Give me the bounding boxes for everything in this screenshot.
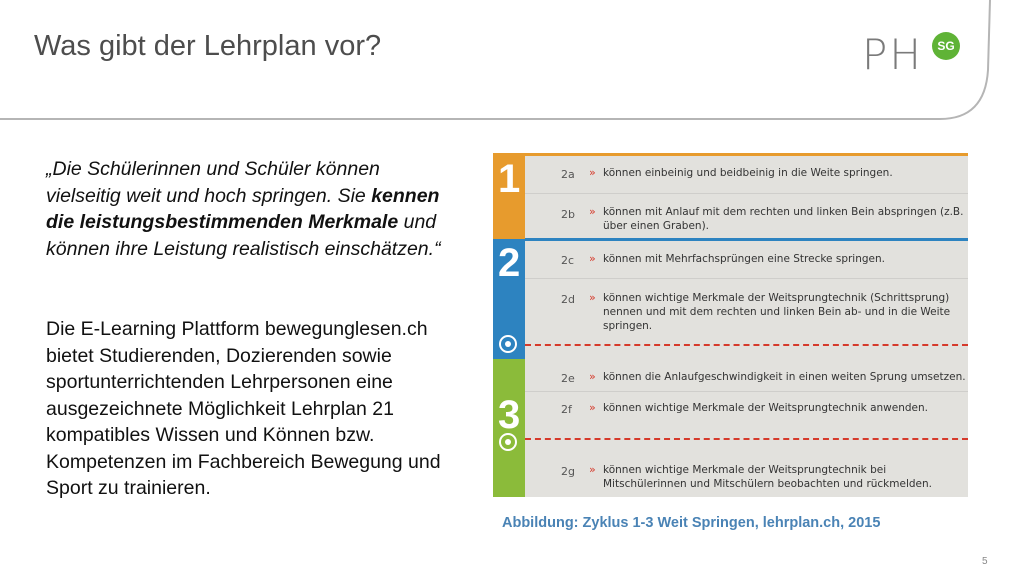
arrow-icon: » (589, 252, 596, 265)
competence-code: 2a (561, 168, 575, 181)
competence-text: können mit Anlauf mit dem rechten und linken Bein abspringen (z.B. über einen Graben). (603, 206, 964, 232)
arrow-icon: » (589, 205, 596, 218)
quote-text-end: und können ihre Leistung realistisch einschätzen.“ (46, 211, 441, 260)
competence-text: können wichtige Merkmale der Weitsprungtechnik (Schrittsprung) nennen und mit dem rechten und linken Bein ab- und in die Weite springen. (603, 292, 951, 332)
curriculum-quote (46, 156, 446, 262)
divider (525, 153, 968, 156)
competence-text: können mit Mehrfachsprüngen eine Strecke springen. (603, 253, 885, 265)
divider (525, 278, 968, 279)
eye-icon (499, 433, 517, 451)
cycle-bar-3 (493, 359, 525, 497)
ph-sg-logo (862, 32, 962, 78)
arrow-icon: » (589, 463, 596, 476)
arrow-icon: » (589, 291, 596, 304)
eye-icon (499, 335, 517, 353)
figure-caption: Abbildung: Zyklus 1-3 Weit Springen, lehrplan.ch, 2015 (502, 515, 881, 531)
cycle-number-2: 2 (498, 241, 521, 285)
page-number: 5 (982, 556, 988, 567)
competence-code: 2c (561, 254, 575, 267)
divider (525, 344, 968, 346)
arrow-icon: » (589, 370, 596, 383)
competence-code: 2e (561, 372, 575, 385)
logo-text: PH (862, 30, 923, 79)
competence-list (525, 153, 968, 497)
quote-text-bold: kennen die leistungsbestimmenden Merkmale (46, 184, 440, 233)
cycle-number-1: 1 (498, 157, 521, 201)
quote-text-start: „Die Schülerinnen und Schüler können vielseitig weit und hoch springen. Sie (46, 158, 380, 207)
arrow-icon: » (589, 166, 596, 179)
competence-text: können einbeinig und beidbeinig in die Weite springen. (603, 167, 893, 179)
arrow-icon: » (589, 401, 596, 414)
competence-text: können die Anlaufgeschwindigkeit in einen weiten Sprung umsetzen. (603, 371, 966, 383)
competence-code: 2d (561, 293, 575, 306)
cycle-bar-1 (493, 153, 525, 239)
divider (525, 391, 968, 392)
competence-text: können wichtige Merkmale der Weitsprungtechnik bei Mitschülerinnen und Mitschülern beobachten und rückmelden. (603, 464, 932, 490)
cycle-number-3: 3 (498, 393, 521, 437)
competence-code: 2f (561, 403, 572, 416)
divider (525, 193, 968, 194)
logo-badge: SG (932, 32, 960, 60)
platform-description: Die E-Learning Plattform bewegunglesen.ch bietet Studierenden, Dozierenden sowie sportunterrichtenden Lehrpersonen eine ausgezeichnete Möglichkeit Lehrplan 21 kompatibles Wissen und Können bzw. Kompetenzen im Fachbereich Bewegung und Sport zu trainieren. (46, 318, 441, 499)
divider (525, 438, 968, 440)
curriculum-figure (493, 153, 968, 497)
divider (525, 238, 968, 241)
competence-text: können wichtige Merkmale der Weitsprungtechnik anwenden. (603, 402, 928, 414)
competence-code: 2g (561, 465, 575, 478)
competence-code: 2b (561, 208, 575, 221)
page-title: Was gibt der Lehrplan vor? (34, 30, 382, 62)
